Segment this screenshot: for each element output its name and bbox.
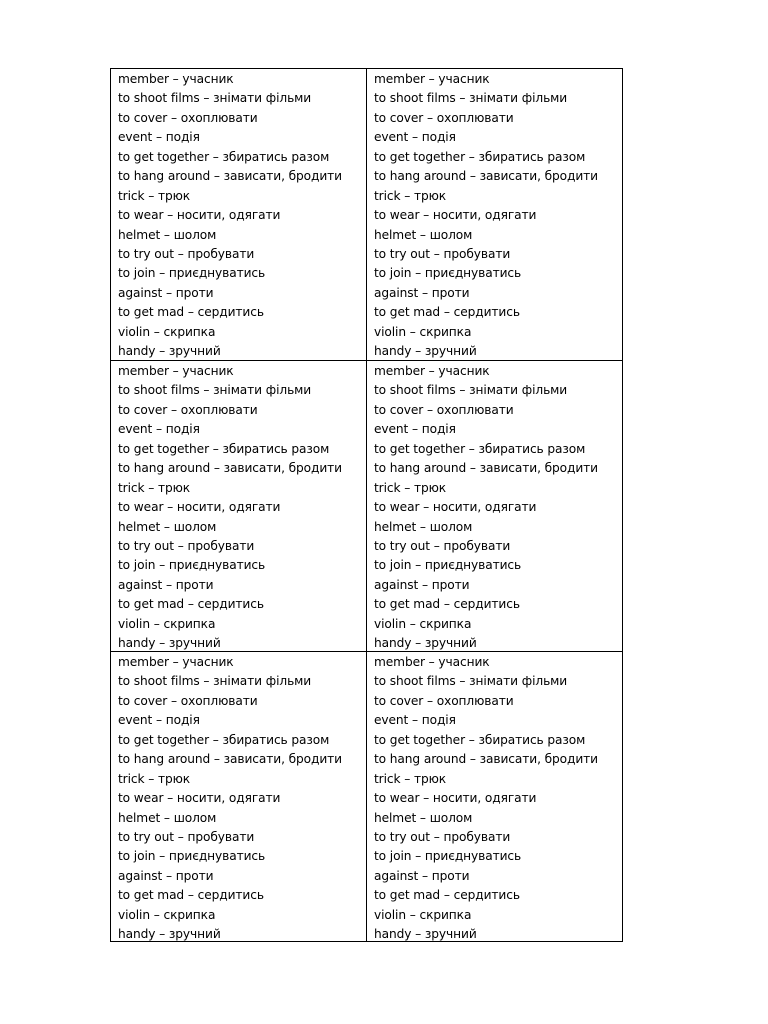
vocab-entry: to join – приєднуватись [374, 849, 522, 864]
vocab-entry: to wear – носити, одягати [118, 791, 281, 806]
vocab-entry: helmet – шолом [118, 227, 217, 242]
vocab-entry: to join – приєднуватись [118, 266, 266, 281]
vocab-card [367, 69, 622, 361]
vocab-entry: member – учасник [374, 364, 490, 378]
vocab-entry: member – учасник [118, 655, 234, 669]
vocab-card [367, 652, 622, 941]
vocab-entry: to try out – пробувати [118, 246, 255, 261]
vocab-entry: to get together – збиратись разом [118, 441, 330, 456]
vocab-entry: against – проти [374, 577, 470, 592]
vocab-entry: to get together – збиратись разом [374, 441, 586, 456]
vocab-entry: to shoot films – знімати фільми [374, 674, 568, 689]
vocab-entry: to shoot films – знімати фільми [118, 383, 312, 398]
vocab-entry: against – проти [118, 285, 214, 300]
vocab-entry: to try out – пробувати [374, 829, 511, 844]
vocab-entry: to cover – охоплювати [374, 110, 514, 125]
vocabulary-table [110, 68, 623, 942]
vocab-entry: to wear – носити, одягати [374, 500, 537, 515]
vocab-entry: to get mad – сердитись [118, 597, 264, 612]
vocab-card [111, 652, 367, 941]
vocab-entry: helmet – шолом [374, 810, 473, 825]
vocab-entry: to join – приєднуватись [118, 849, 266, 864]
vocab-card [367, 361, 622, 652]
vocab-entry: to try out – пробувати [374, 538, 511, 553]
vocab-entry: against – проти [374, 285, 470, 300]
vocab-entry: to try out – пробувати [374, 246, 511, 261]
vocab-entry: to cover – охоплювати [118, 110, 258, 125]
vocab-entry: handy – зручний [118, 344, 221, 359]
vocab-entry: to get mad – сердитись [374, 597, 520, 612]
vocab-entry: to get together – збиратись разом [118, 149, 330, 164]
vocab-entry: to hang around – зависати, бродити [374, 461, 598, 476]
vocab-entry: trick – трюк [374, 188, 447, 203]
vocab-entry: to get mad – сердитись [374, 305, 520, 320]
vocab-entry: to wear – носити, одягати [118, 500, 281, 515]
vocab-entry: to hang around – зависати, бродити [374, 169, 598, 184]
vocab-entry: event – подія [374, 130, 456, 145]
vocab-entry: to join – приєднуватись [374, 558, 522, 573]
vocab-entry: to cover – охоплювати [374, 693, 514, 708]
vocab-entry: to get mad – сердитись [118, 888, 264, 903]
vocab-entry: to hang around – зависати, бродити [374, 752, 598, 767]
vocab-entry: to get together – збиратись разом [118, 732, 330, 747]
vocab-entry: event – подія [118, 422, 200, 437]
vocab-entry: trick – трюк [374, 480, 447, 495]
vocab-card [111, 69, 367, 361]
vocab-entry: trick – трюк [118, 480, 191, 495]
vocab-entry: to try out – пробувати [118, 538, 255, 553]
vocab-entry: to get mad – сердитись [374, 888, 520, 903]
vocab-entry: to join – приєднуватись [118, 558, 266, 573]
vocab-entry: against – проти [374, 868, 470, 883]
vocab-entry: to shoot films – знімати фільми [374, 383, 568, 398]
vocab-entry: violin – скрипка [374, 324, 472, 339]
vocab-entry: handy – зручний [118, 927, 221, 941]
vocab-entry: to shoot films – знімати фільми [374, 91, 568, 106]
vocab-entry: to get together – збиратись разом [374, 732, 586, 747]
vocab-entry: to wear – носити, одягати [374, 208, 537, 223]
vocab-entry: to get mad – сердитись [118, 305, 264, 320]
vocab-entry: to get together – збиратись разом [374, 149, 586, 164]
vocab-entry: to try out – пробувати [118, 829, 255, 844]
vocab-entry: violin – скрипка [118, 907, 216, 922]
vocab-entry: helmet – шолом [118, 810, 217, 825]
vocab-entry: event – подія [374, 422, 456, 437]
vocab-entry: member – учасник [374, 655, 490, 669]
vocab-entry: event – подія [118, 130, 200, 145]
vocab-entry: to shoot films – знімати фільми [118, 674, 312, 689]
vocab-entry: to hang around – зависати, бродити [118, 169, 342, 184]
vocab-entry: trick – трюк [374, 771, 447, 786]
vocab-entry: to cover – охоплювати [374, 402, 514, 417]
vocab-entry: to hang around – зависати, бродити [118, 752, 342, 767]
vocab-entry: violin – скрипка [118, 616, 216, 631]
vocab-entry: helmet – шолом [374, 227, 473, 242]
vocab-entry: to hang around – зависати, бродити [118, 461, 342, 476]
vocab-entry: handy – зручний [374, 636, 477, 651]
vocab-card [111, 361, 367, 652]
vocab-entry: helmet – шолом [374, 519, 473, 534]
vocab-entry: helmet – шолом [118, 519, 217, 534]
vocab-entry: handy – зручний [118, 636, 221, 651]
vocab-entry: trick – трюк [118, 188, 191, 203]
vocab-entry: to wear – носити, одягати [374, 791, 537, 806]
vocab-entry: member – учасник [374, 72, 490, 86]
vocab-entry: violin – скрипка [374, 907, 472, 922]
vocab-entry: to wear – носити, одягати [118, 208, 281, 223]
vocab-entry: handy – зручний [374, 344, 477, 359]
vocab-entry: against – проти [118, 868, 214, 883]
vocab-entry: to shoot films – знімати фільми [118, 91, 312, 106]
vocab-entry: against – проти [118, 577, 214, 592]
vocab-entry: to cover – охоплювати [118, 693, 258, 708]
vocab-entry: event – подія [374, 713, 456, 728]
vocab-entry: to join – приєднуватись [374, 266, 522, 281]
vocab-entry: handy – зручний [374, 927, 477, 941]
vocab-entry: trick – трюк [118, 771, 191, 786]
vocab-entry: to cover – охоплювати [118, 402, 258, 417]
vocab-entry: violin – скрипка [374, 616, 472, 631]
vocab-entry: violin – скрипка [118, 324, 216, 339]
vocab-entry: event – подія [118, 713, 200, 728]
vocab-entry: member – учасник [118, 364, 234, 378]
vocab-entry: member – учасник [118, 72, 234, 86]
